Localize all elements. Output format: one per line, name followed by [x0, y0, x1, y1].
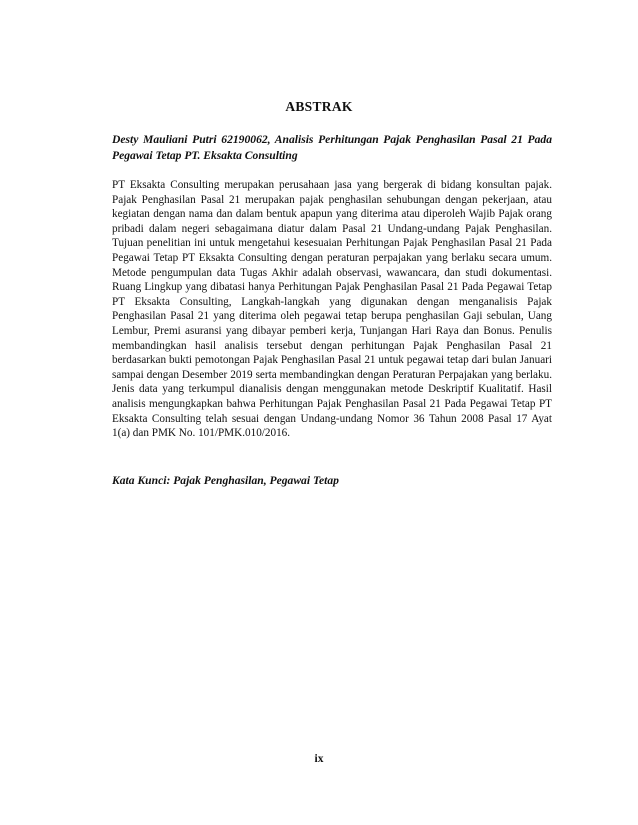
abstract-paragraph: PT Eksakta Consulting merupakan perusahaan jasa yang bergerak di bidang konsultan pajak. Pajak Penghasilan Pasal 21 merupakan pajak penghasilan sehubungan dengan pekerjaan, atau kegiatan dengan nama dan dalam bentuk apapun yang diterima atau diperoleh Wajib Pajak orang pribadi dalam negeri sebagaimana diatur dalam Pasal 21 Undang-undang Pajak Penghasilan. Tujuan penelitian ini untuk mengetahui kesesuaian Perhitungan Pajak Penghasilan Pasal 21 Pada Pegawai Tetap PT Eksakta Consulting dengan peraturan perpajakan yang berlaku secara umum. Metode pengumpulan data Tugas Akhir adalah observasi, wawancara, dan studi dokumentasi. Ruang Lingkup yang dibatasi hanya Perhitungan Pajak Penghasilan Pasal 21 Pada Pegawai Tetap PT Eksakta Consulting, Langkah-langkah yang digunakan dengan menganalisis Pajak Penghasilan Pasal 21 yang diterima oleh pegawai tetap berupa penghasilan Gaji sebulan, Uang Lembur, Premi asuransi yang dibayar pemberi kerja, Tunjangan Hari Raya dan Bonus. Penulis membandingkan hasil analisis tersebut dengan perhitungan Pajak Penghasilan Pasal 21 berdasarkan bukti pemotongan Pajak Penghasilan Pasal 21 untuk pegawai tetap dari bulan Januari sampai dengan Desember 2019 serta membandingkan dengan Peraturan Perpajakan yang berlaku. Jenis data yang terkumpul dianalisis dengan menggunakan metode Deskriptif Kualitatif. Hasil analisis mengungkapkan bahwa Perhitungan Pajak Penghasilan Pasal 21 Pada Pegawai Tetap PT Eksakta Consulting telah sesuai dengan Undang-undang Nomor 36 Tahun 2008 Pasal 17 Ayat 1(a) dan PMK No. 101/PMK.010/2016. — [112, 179, 552, 440]
page-number: ix — [314, 753, 324, 765]
abstract-title: ABSTRAK — [285, 99, 353, 114]
author-title-line: Desty Mauliani Putri 62190062, Analisis Perhitungan Pajak Penghasilan Pasal 21 Pada Pegawai Tetap PT. Eksakta Consulting — [112, 133, 552, 162]
keywords-line: Kata Kunci: Pajak Penghasilan, Pegawai Tetap — [112, 474, 339, 487]
